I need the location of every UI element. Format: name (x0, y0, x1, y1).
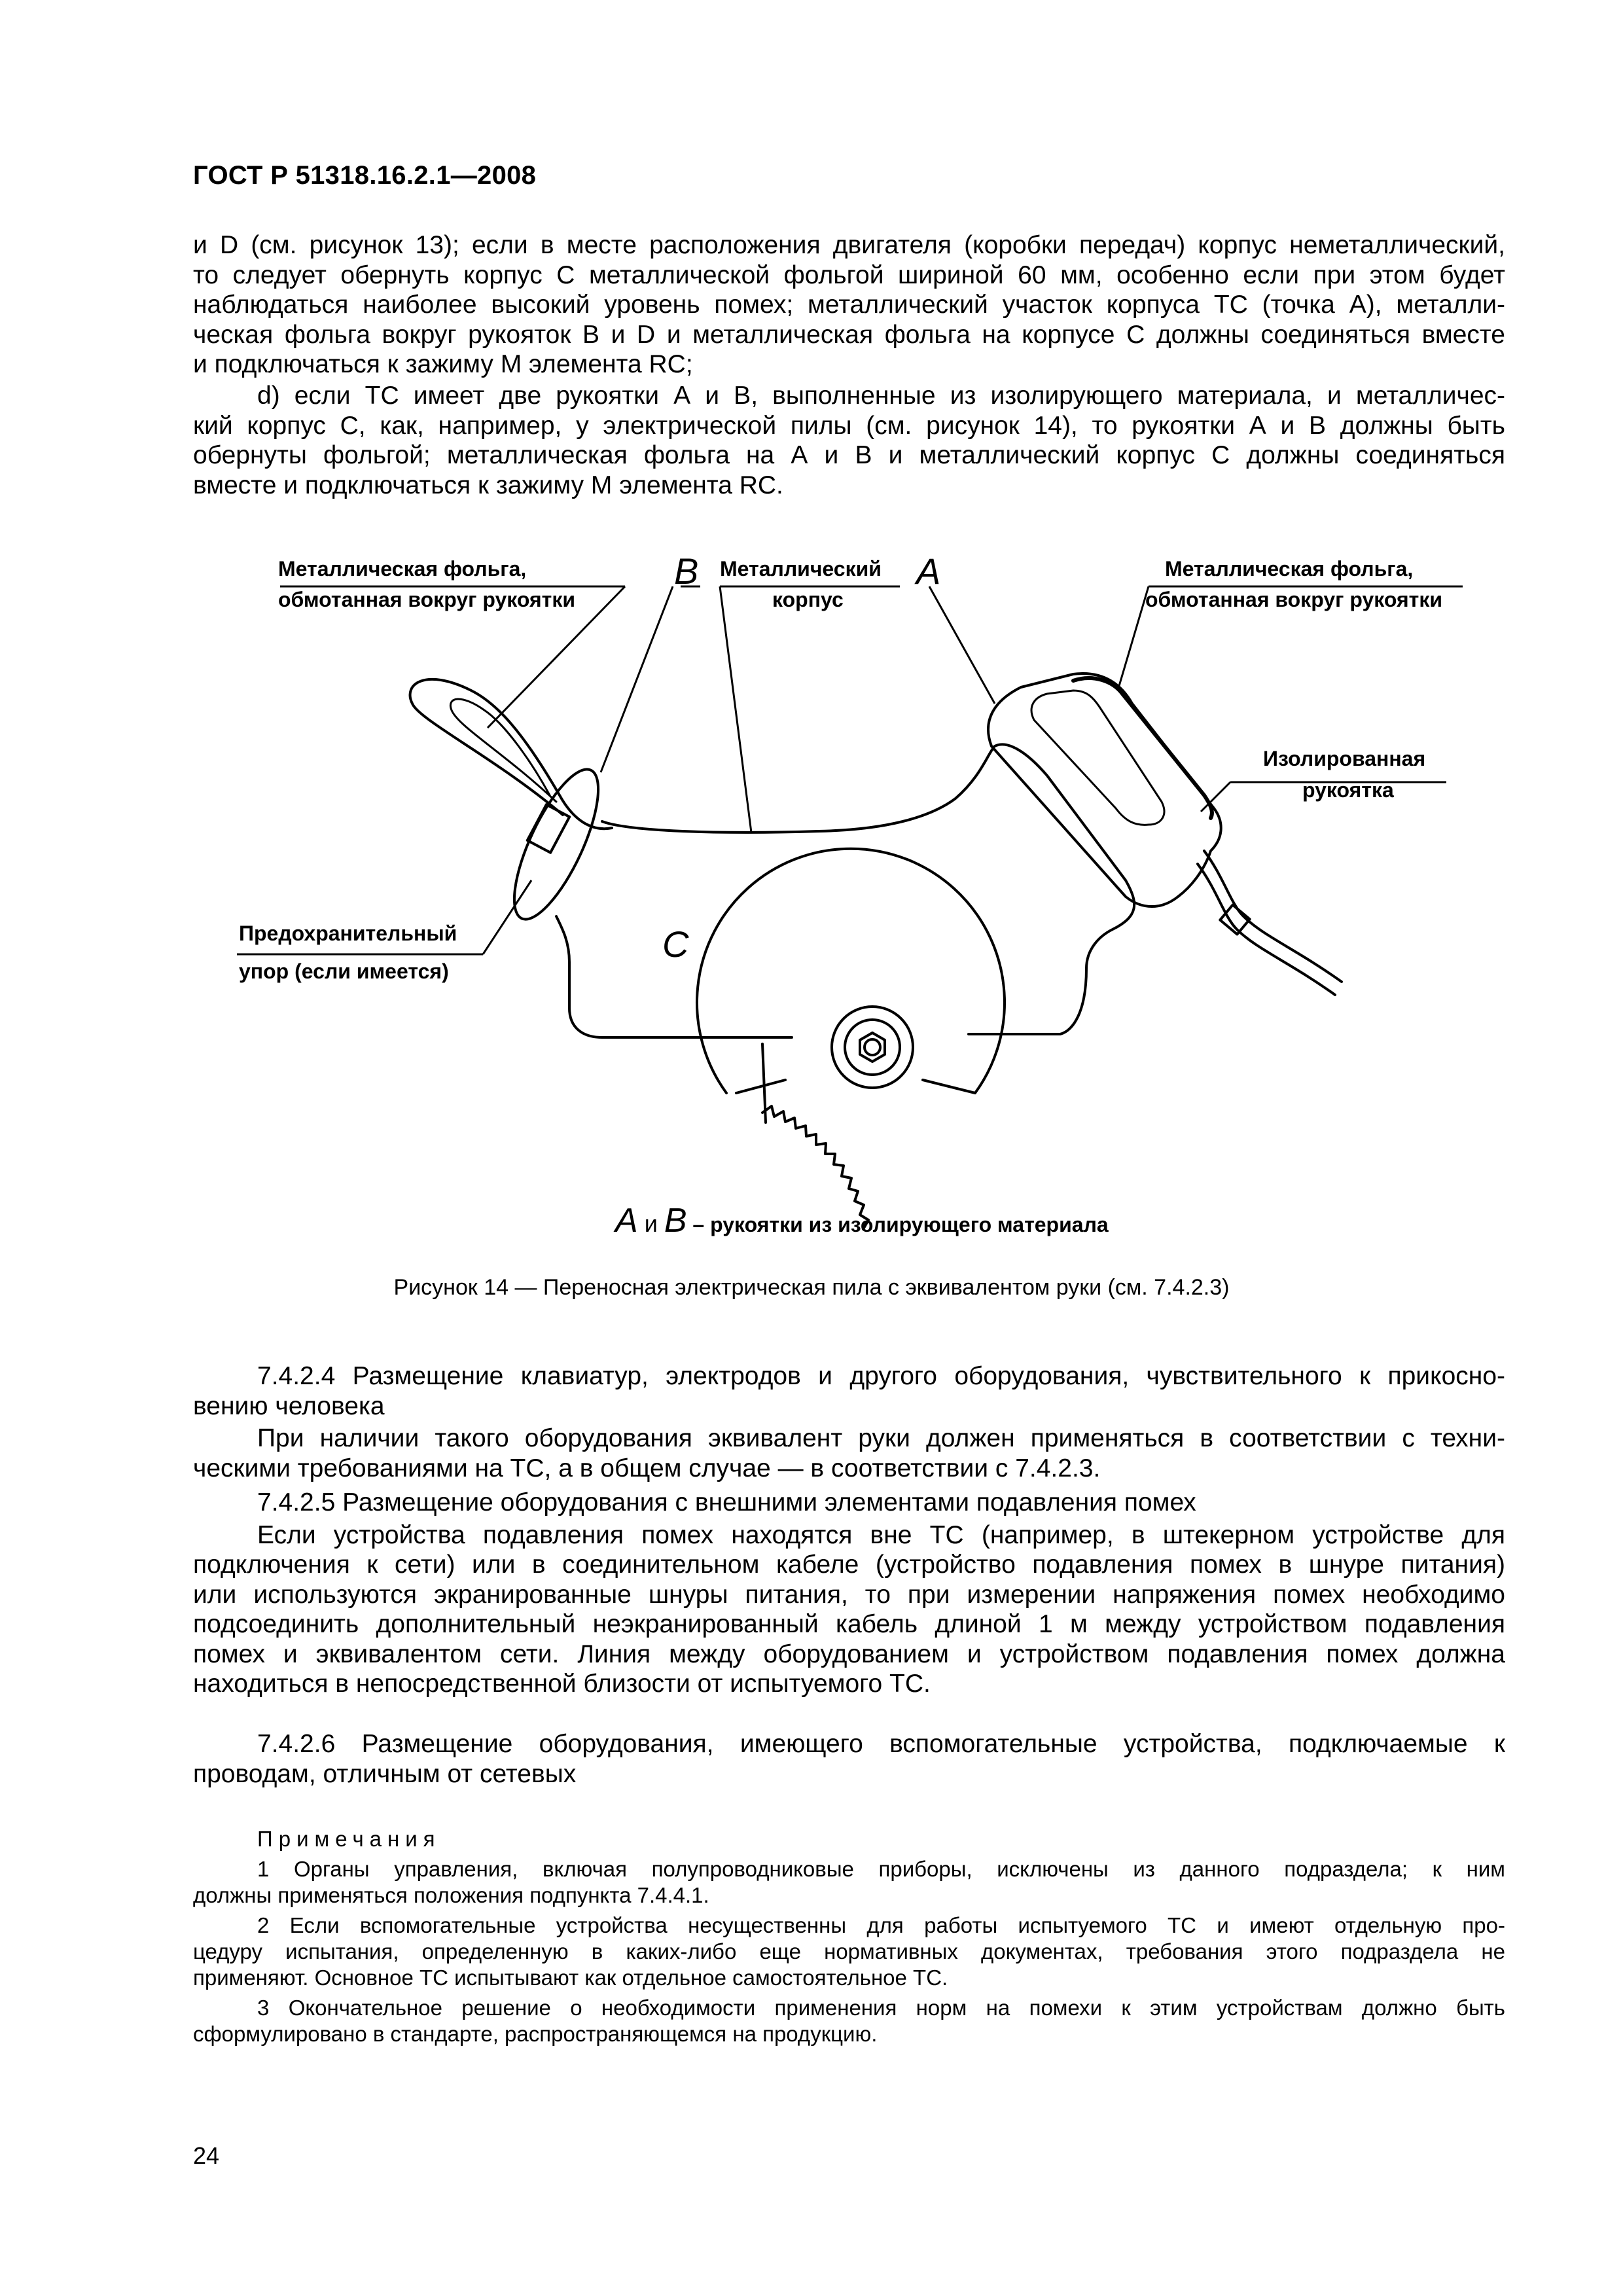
saw-figure (0, 537, 1623, 1263)
intro-paragraph-1 (193, 230, 1505, 380)
notes-block (193, 1826, 1505, 2051)
note-line: должны применяться положения подпункта 7.4.4.1. (193, 1883, 709, 1907)
section-title-line: проводам, отличным от сетевых (193, 1759, 577, 1788)
insulated-label-1: Изолированная (1263, 747, 1426, 770)
section-title-line: 7.4.2.6 Размещение оборудования, имеющего вспомогательные устройства, подключаемые к (257, 1730, 1505, 1758)
text-line: то следует обернуть корпус С металлической фольгой шириной 60 мм, особенно если при этом будет (193, 260, 1505, 289)
section-7-4-2-6 (193, 1729, 1505, 1789)
text-line: кий корпус С, как, например, у электрической пилы (см. рисунок 14), то рукоятки А и В должны быть (193, 411, 1505, 440)
foil-right-label-2: обмотанная вокруг рукоятки (1145, 588, 1442, 611)
text-line: Если устройства подавления помех находятся вне ТС (например, в штекерном устройстве для (257, 1520, 1505, 1549)
metal-body (602, 744, 1134, 1034)
foil-left-label-2: обмотанная вокруг рукоятки (278, 588, 575, 611)
text-line: наблюдаться наиболее высокий уровень помех; металлический участок корпуса ТС (точка А), металли- (193, 291, 1505, 319)
foil-left (527, 804, 569, 853)
figure-legend (613, 1202, 1109, 1240)
note-line: 1 Органы управления, включая полупроводниковые приборы, исключены из данного подраздела; к ним (257, 1857, 1505, 1881)
note-line: цедуру испытания, определенную в каких-либо еще нормативных документах, требования этого подраздела не (193, 1939, 1505, 1964)
metal-body-label-2: корпус (772, 588, 844, 611)
legend-and: и (637, 1210, 664, 1237)
text-line: вместе и подключаться к зажиму М элемента RC. (193, 471, 783, 499)
saw-teeth (762, 1106, 868, 1229)
note-line: 2 Если вспомогательные устройства несущественны для работы испытуемого ТС и имеют отдельную про- (257, 1913, 1505, 1937)
note-1 (193, 1856, 1505, 1909)
text-line: или используются экранированные шнуры питания, то при измерении напряжения помех необходимо (193, 1580, 1505, 1609)
section-7-4-2-5 (193, 1488, 1505, 1699)
note-line: сформулировано в стандарте, распространяющемся на продукцию. (193, 2022, 878, 2046)
right-handle (988, 673, 1221, 906)
page-number: 24 (193, 2142, 220, 2169)
note-line: 3 Окончательное решение о необходимости применения норм на помехи к этим устройствам должно быть (257, 1996, 1505, 2020)
text-line: ческая фольга вокруг рукояток В и D и металлическая фольга на корпусе С должны соединяться вместе (193, 320, 1505, 349)
foil-right-label-1: Металлическая фольга, (1165, 557, 1414, 581)
text-line: ческими требованиями на ТС, а в общем случае — в соответствии с 7.4.2.3. (193, 1454, 1101, 1482)
insulated-label-2: рукоятка (1302, 778, 1394, 802)
section-7-4-2-4 (193, 1361, 1505, 1483)
text-line: При наличии такого оборудования эквивалент руки должен применяться в соответствии с техни- (257, 1424, 1505, 1452)
intro-paragraph-2 (193, 381, 1505, 500)
notes-title-text: Примечания (257, 1827, 441, 1851)
legend-text: – рукоятки из изолирующего материала (687, 1213, 1109, 1236)
text-line: подключения к сети) или в соединительном кабеле (устройство подавления помех в шнуре питания) (193, 1551, 1505, 1579)
guard-label-1: Предохранительный (239, 922, 457, 945)
left-handle (410, 679, 612, 829)
section-title-line: 7.4.2.5 Размещение оборудования с внешними элементами подавления помех (257, 1488, 1196, 1516)
metal-body-label-1: Металлический (720, 557, 882, 581)
text-line: d) если ТС имеет две рукоятки А и В, выполненные из изолирующего материала, и металличес- (257, 382, 1505, 410)
letter-b: B (674, 550, 699, 592)
text-line: и D (см. рисунок 13); если в месте расположения двигателя (коробки передач) корпус неметаллический, (193, 231, 1505, 259)
document-header: ГОСТ Р 51318.16.2.1—2008 (193, 161, 537, 190)
note-2 (193, 1912, 1505, 1991)
figure-caption: Рисунок 14 — Переносная электрическая пила с эквивалентом руки (см. 7.4.2.3) (393, 1275, 1230, 1300)
text-line: обернуты фольгой; металлическая фольга на А и В и металлический корпус С должны соединяться (193, 441, 1505, 469)
section-title-line: 7.4.2.4 Размещение клавиатур, электродов и другого оборудования, чувствительного к прикосно- (257, 1362, 1505, 1390)
section-title-line: вению человека (193, 1391, 385, 1420)
foil-left-label-1: Металлическая фольга, (278, 557, 527, 581)
saw-guard (697, 849, 1005, 1093)
notes-title (193, 1826, 1505, 1852)
note-3 (193, 1995, 1505, 2047)
legend-a: A (615, 1202, 638, 1240)
text-line: и подключаться к зажиму М элемента RC; (193, 350, 693, 378)
legend-b: B (664, 1202, 687, 1240)
guard-label-2: упор (если имеется) (239, 960, 449, 983)
note-line: применяют. Основное ТС испытывают как отдельное самостоятельное ТС. (193, 1965, 948, 1990)
letter-a: A (916, 550, 941, 592)
text-line: подсоединить дополнительный неэкранированный кабель длиной 1 м между устройством подавления (193, 1610, 1505, 1638)
text-line: помех и эквивалентом сети. Линия между оборудованием и устройством подавления помех должна (193, 1640, 1505, 1668)
text-line: находиться в непосредственной близости от испытуемого ТС. (193, 1670, 931, 1698)
letter-c: C (662, 924, 689, 965)
